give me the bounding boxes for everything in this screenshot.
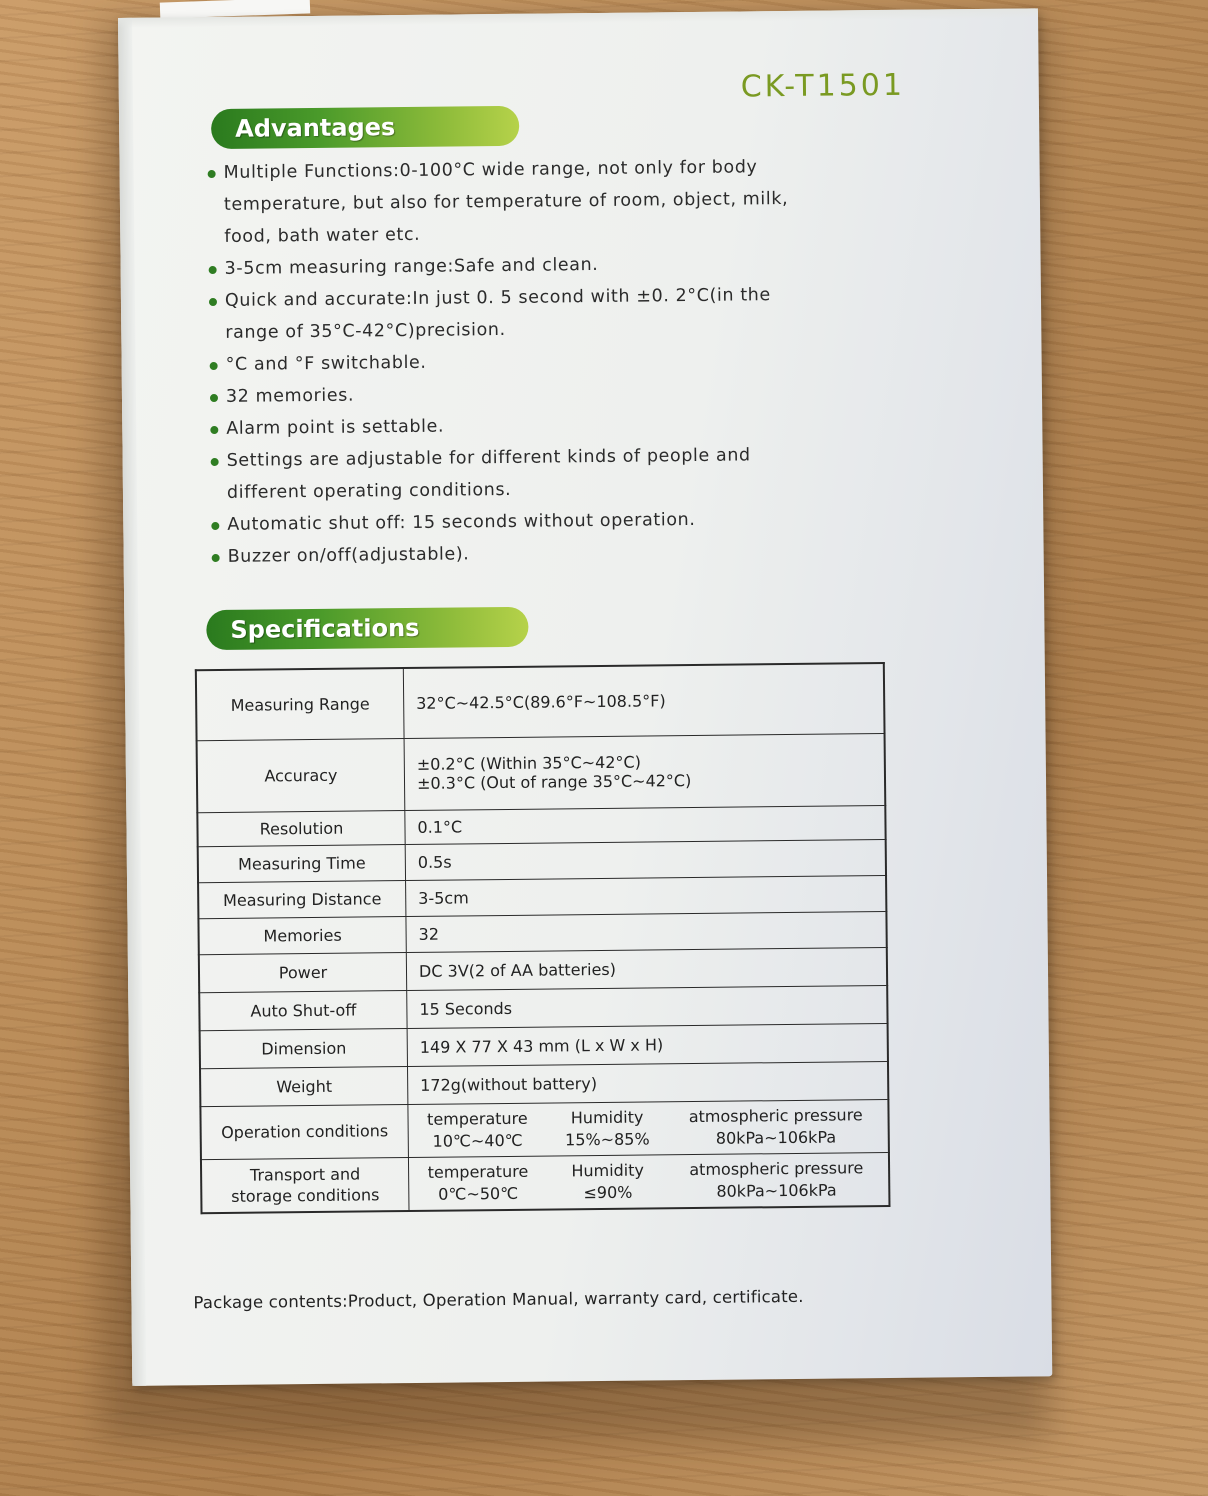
- table-row: [197, 733, 886, 812]
- operation-conditions: [412, 1104, 879, 1153]
- list-item: °C and °F switchable.: [209, 343, 809, 381]
- product-box-back: [118, 8, 1052, 1386]
- condition-humidity: Humidity 15%~85%: [564, 1107, 650, 1149]
- spec-value: 32: [406, 911, 887, 952]
- spec-value: 0.1°C: [405, 805, 886, 844]
- condition-temperature: temperature 10℃~40℃: [427, 1108, 528, 1151]
- spec-label: Weight: [200, 1066, 408, 1106]
- spec-label: Resolution: [197, 810, 405, 846]
- advantages-heading: Advantages: [211, 106, 519, 149]
- spec-value: 172g(without battery): [407, 1061, 888, 1104]
- accuracy-line-1: ±0.2°C (Within 35°C~42°C): [416, 752, 641, 774]
- list-item: Buzzer on/off(adjustable).: [211, 535, 811, 573]
- bullet-dot: [209, 266, 217, 274]
- spec-value: 32°C~42.5°C(89.6°F~108.5°F): [403, 663, 884, 738]
- spec-label: Dimension: [200, 1028, 408, 1068]
- condition-humidity: Humidity ≤90%: [571, 1160, 645, 1202]
- list-item: Automatic shut off: 15 seconds without operation.: [211, 503, 811, 541]
- specifications-table: [195, 662, 891, 1214]
- spec-value: 149 X 77 X 43 mm (L x W x H): [407, 1023, 888, 1066]
- bullet-dot: [210, 394, 218, 402]
- package-contents: Package contents:Product, Operation Manual, warranty card, certificate.: [193, 1286, 804, 1313]
- specifications-heading: Specifications: [206, 607, 528, 650]
- spec-value: 15 Seconds: [407, 985, 888, 1028]
- spec-label: Operation conditions: [200, 1104, 408, 1159]
- spec-label: Measuring Distance: [198, 880, 406, 918]
- list-item: 3-5cm measuring range:Safe and clean.: [208, 247, 808, 285]
- spec-label: Memories: [198, 916, 406, 954]
- spec-label: Accuracy: [197, 738, 405, 812]
- bullet-dot: [209, 298, 217, 306]
- condition-pressure: atmospheric pressure 80kPa~106kPa: [689, 1157, 864, 1201]
- spec-label: Transport and storage conditions: [201, 1157, 409, 1213]
- spec-value: [404, 733, 885, 810]
- table-row: [200, 1099, 889, 1159]
- bullet-dot: [212, 554, 220, 562]
- model-number: CK-T1501: [740, 67, 906, 105]
- spec-value: [408, 1152, 889, 1211]
- list-item: Multiple Functions:0-100°C wide range, not only for body temperature, but also for temperature of room, object, milk, food, bath water etc.: [207, 151, 808, 253]
- list-item: Alarm point is settable.: [210, 407, 810, 445]
- table-row: [201, 1152, 890, 1213]
- spec-label: Measuring Time: [198, 844, 406, 882]
- transport-conditions: [413, 1157, 880, 1206]
- spec-label: Auto Shut-off: [199, 990, 407, 1030]
- spec-value: 3-5cm: [406, 875, 887, 916]
- bullet-dot: [211, 522, 219, 530]
- bullet-dot: [211, 458, 219, 466]
- list-item: Settings are adjustable for different kinds of people and different operating conditions.: [210, 439, 811, 509]
- table-row: [196, 663, 885, 740]
- spec-label: Power: [199, 952, 407, 992]
- spec-value: DC 3V(2 of AA batteries): [406, 947, 887, 990]
- bullet-dot: [208, 170, 216, 178]
- condition-pressure: atmospheric pressure 80kPa~106kPa: [688, 1104, 863, 1148]
- bullet-dot: [210, 426, 218, 434]
- list-item: 32 memories.: [210, 375, 810, 413]
- bullet-dot: [210, 362, 218, 370]
- spec-value: 0.5s: [405, 839, 886, 880]
- spec-label: Measuring Range: [196, 668, 404, 740]
- advantages-list: [207, 151, 811, 573]
- list-item: Quick and accurate:In just 0. 5 second with ±0. 2°C(in the range of 35°C-42°C)precision.: [209, 279, 810, 349]
- condition-temperature: temperature 0℃~50℃: [427, 1161, 529, 1204]
- spec-value: [408, 1099, 889, 1157]
- accuracy-line-2: ±0.3°C (Out of range 35°C~42°C): [416, 771, 692, 793]
